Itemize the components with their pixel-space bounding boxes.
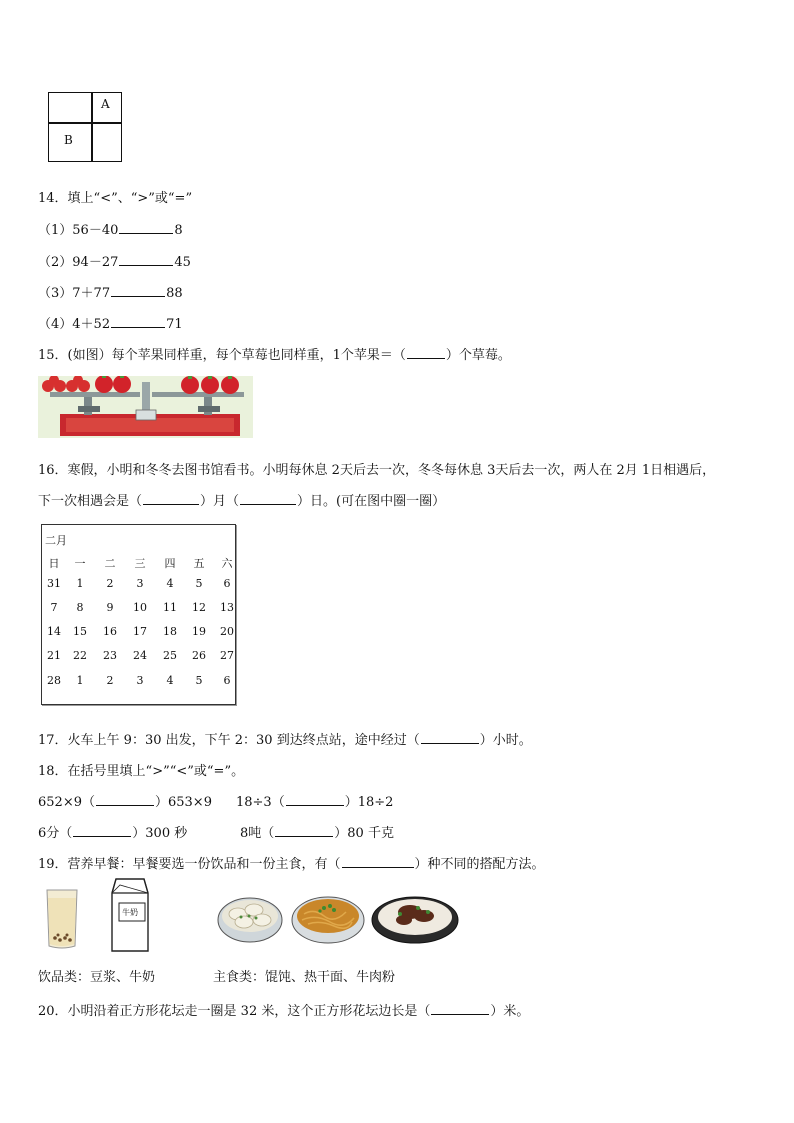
answer-blank[interactable] <box>119 253 173 266</box>
calendar-day[interactable]: 7 <box>50 601 58 614</box>
q14-item-2 <box>38 251 191 270</box>
calendar-day[interactable]: 11 <box>163 601 177 614</box>
calendar-day[interactable]: 6 <box>223 674 231 687</box>
q14-item-prefix: （4）4＋52 <box>38 317 111 332</box>
q14-item-3 <box>38 282 183 301</box>
calendar-day[interactable]: 24 <box>133 649 147 662</box>
answer-blank[interactable] <box>119 221 173 234</box>
calendar-day[interactable]: 6 <box>223 577 231 590</box>
calendar-day[interactable]: 25 <box>163 649 177 662</box>
answer-blank[interactable] <box>421 731 479 744</box>
soy-milk-glass-icon <box>45 888 79 950</box>
q18-item-d <box>240 822 394 841</box>
calendar-day[interactable]: 17 <box>133 625 147 638</box>
calendar-weekday: 日 <box>48 557 60 570</box>
q16-line-2 <box>38 490 445 509</box>
calendar-day[interactable]: 20 <box>220 625 234 638</box>
q16-line-1: 16．寒假，小明和冬冬去图书馆看书。小明每休息 2天后去一次，冬冬每休息 3天后去一次，两人在 2月 1日相遇后， <box>38 463 716 478</box>
q17-text-before: 17．火车上午 9：30 出发，下午 2：30 到达终点站，途中经过（ <box>38 733 420 748</box>
calendar-day[interactable]: 2 <box>106 674 114 687</box>
calendar-day[interactable]: 5 <box>195 674 203 687</box>
answer-blank[interactable] <box>286 793 344 806</box>
q19-question <box>38 853 545 872</box>
q19-text-before: 19．营养早餐：早餐要选一份饮品和一份主食，有（ <box>38 857 341 872</box>
february-calendar <box>41 524 236 705</box>
calendar-day[interactable]: 4 <box>166 674 174 687</box>
q20-text-after: ）米。 <box>490 1004 530 1019</box>
calendar-day[interactable]: 5 <box>195 577 203 590</box>
answer-blank[interactable] <box>111 315 165 328</box>
grid-label-b: B <box>64 133 73 147</box>
calendar-day[interactable]: 18 <box>163 625 177 638</box>
grid-label-a: A <box>101 97 110 111</box>
calendar-day[interactable]: 15 <box>73 625 87 638</box>
calendar-day[interactable]: 3 <box>136 577 144 590</box>
answer-blank-month[interactable] <box>143 492 199 505</box>
q14-title: 14．填上“<”、“>”或“=” <box>38 191 193 206</box>
q14-item-4 <box>38 313 183 332</box>
q15-text-before: 15．(如图）每个苹果同样重，每个草莓也同样重，1个苹果＝（ <box>38 348 406 363</box>
beef-noodles-bowl-icon <box>370 890 460 946</box>
calendar-day[interactable]: 28 <box>47 674 61 687</box>
calendar-day[interactable]: 2 <box>106 577 114 590</box>
q14-item-1 <box>38 219 183 238</box>
calendar-day[interactable]: 14 <box>47 625 61 638</box>
answer-blank[interactable] <box>431 1002 489 1015</box>
square-grid-figure <box>48 92 122 162</box>
q16-text: ）日。(可在图中圈一圈） <box>297 494 446 509</box>
calendar-day[interactable]: 1 <box>76 577 84 590</box>
calendar-weekday: 三 <box>134 557 146 570</box>
q19-drinks-label: 饮品类：豆浆、牛奶 <box>38 970 156 985</box>
q15-text-after: ）个草莓。 <box>445 348 511 363</box>
q18-item-b <box>236 791 393 810</box>
q14-item-prefix: （3）7＋77 <box>38 286 111 301</box>
q18-text: 6分（ <box>38 826 73 841</box>
q18-text: 652×9（ <box>38 795 95 810</box>
grid-horizontal-line <box>49 122 121 124</box>
answer-blank[interactable] <box>342 855 414 868</box>
q14-item-suffix: 8 <box>174 223 183 238</box>
q19-text-after: ）种不同的搭配方法。 <box>414 857 545 872</box>
q18-text: ）18÷2 <box>344 795 394 810</box>
q18-text: ）80 千克 <box>334 826 394 841</box>
q15-question <box>38 344 511 363</box>
wonton-bowl-icon <box>216 890 284 946</box>
q16-text: 下一次相遇会是（ <box>38 494 143 509</box>
q14-item-suffix: 71 <box>166 317 183 332</box>
calendar-weekday: 六 <box>221 557 233 570</box>
milk-carton-label: 牛奶 <box>122 908 138 917</box>
calendar-day[interactable]: 16 <box>103 625 117 638</box>
calendar-weekday: 二 <box>104 557 116 570</box>
calendar-day[interactable]: 31 <box>47 577 61 590</box>
calendar-day[interactable]: 10 <box>133 601 147 614</box>
calendar-month-title: 二月 <box>45 534 67 547</box>
calendar-day[interactable]: 21 <box>47 649 61 662</box>
calendar-day[interactable]: 3 <box>136 674 144 687</box>
calendar-day[interactable]: 26 <box>192 649 206 662</box>
calendar-day[interactable]: 19 <box>192 625 206 638</box>
answer-blank[interactable] <box>96 793 154 806</box>
q14-item-suffix: 45 <box>174 255 191 270</box>
calendar-day[interactable]: 1 <box>76 674 84 687</box>
answer-blank[interactable] <box>407 346 445 359</box>
answer-blank[interactable] <box>275 824 333 837</box>
hot-dry-noodles-bowl-icon <box>290 890 366 946</box>
q18-text: 8吨（ <box>240 826 275 841</box>
calendar-day[interactable]: 23 <box>103 649 117 662</box>
balance-scale-image <box>38 376 253 438</box>
calendar-weekday: 五 <box>193 557 205 570</box>
q17-text-after: ）小时。 <box>479 733 532 748</box>
q16-text: ）月（ <box>200 494 240 509</box>
q14-item-prefix: （2）94－27 <box>38 255 119 270</box>
q18-title: 18．在括号里填上“>”“<”或“=”。 <box>38 764 245 779</box>
q18-item-a <box>38 791 212 810</box>
calendar-weekday: 四 <box>164 557 176 570</box>
calendar-day[interactable]: 8 <box>76 601 84 614</box>
q17-question <box>38 729 532 748</box>
answer-blank[interactable] <box>111 284 165 297</box>
q14-item-prefix: （1）56－40 <box>38 223 119 238</box>
q18-text: ）653×9 <box>154 795 212 810</box>
q14-item-suffix: 88 <box>166 286 183 301</box>
answer-blank-day[interactable] <box>240 492 296 505</box>
calendar-day[interactable]: 13 <box>220 601 234 614</box>
calendar-day[interactable]: 12 <box>192 601 206 614</box>
calendar-weekday: 一 <box>74 557 86 570</box>
q18-text: ）300 秒 <box>132 826 188 841</box>
q18-text: 18÷3（ <box>236 795 285 810</box>
calendar-day[interactable]: 4 <box>166 577 174 590</box>
answer-blank[interactable] <box>73 824 131 837</box>
q19-foods-label: 主食类：馄饨、热干面、牛肉粉 <box>213 970 396 985</box>
q18-item-c <box>38 822 187 841</box>
calendar-day[interactable]: 27 <box>220 649 234 662</box>
q20-text-before: 20．小明沿着正方形花坛走一圈是 32 米，这个正方形花坛边长是（ <box>38 1004 431 1019</box>
grid-vertical-line <box>91 93 93 161</box>
q20-question <box>38 1000 529 1019</box>
calendar-day[interactable]: 9 <box>106 601 114 614</box>
calendar-day[interactable]: 22 <box>73 649 87 662</box>
